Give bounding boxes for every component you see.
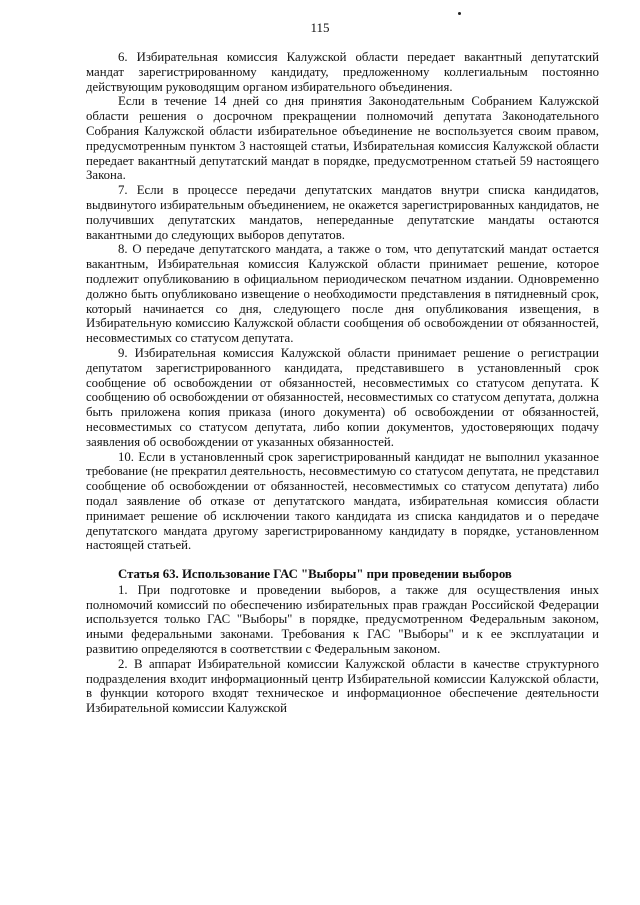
scan-dot-mark [458,12,461,15]
document-body [86,50,599,716]
paragraph-6: 6. Избирательная комиссия Калужской области передает вакантный депутатский мандат зарегистрированному кандидату, предложенному коллегиальным постоянно действующим руководящим органом избирательного объединения. [86,50,599,94]
paragraph-8: 8. О передаче депутатского мандата, а также о том, что депутатский мандат остается вакантным, Избирательная комиссия Калужской области принимает решение, которое подлежит опубликованию в официальном периодическом печатном издании. Одновременно должно быть опубликовано извещение о необходимости представления в пятидневный срок, который начинается со дня, следующего после дня опубликования извещения, в Избирательную комиссию Калужской области сообщения об освобождении от обязанностей, несовместимых со статусом депутата. [86,242,599,346]
page-number: 115 [310,20,330,35]
article-63-paragraph-1: 1. При подготовке и проведении выборов, а также для осуществления иных полномочий комиссий по обеспечению избирательных прав граждан Российской Федерации используется только ГАС "Выборы" в порядке, предусмотренном Федеральным законом, иными федеральными законами. Требования к ГАС "Выборы" и к ее эксплуатации и развитию определяются в соответствии с Федеральным законом. [86,582,599,657]
article-63-paragraph-2: 2. В аппарат Избирательной комиссии Калужской области в качестве структурного подразделения входит информационный центр Избирательной комиссии Калужской области, в функции которого входят техническое и информационное обеспечение деятельности Избирательной комиссии Калужской [86,656,599,716]
paragraph-7: 7. Если в процессе передачи депутатских мандатов внутри списка кандидатов, выдвинутого избирательным объединением, не окажется зарегистрированных кандидатов, не получивших депутатских мандатов, непереданные депутатские мандаты остаются вакантными до следующих выборов депутатов. [86,183,599,242]
paragraph-9: 9. Избирательная комиссия Калужской области принимает решение о регистрации депутатом зарегистрированного кандидата, представившего в установленный срок сообщение об освобождении от обязанностей, несовместимых со статусом депутата. К сообщению об освобождении от обязанностей, несовместимых со статусом депутата, должна быть приложена копия приказа (иного документа) об освобождении от обязанностей, несовместимых со статусом депутата, либо копии документов, удостоверяющих подачу заявления об освобождении от указанных обязанностей. [86,345,599,449]
article-63-title: Статья 63. Использование ГАС "Выборы" при проведении выборов [118,567,512,582]
paragraph-6-continued: Если в течение 14 дней со дня принятия Законодательным Собранием Калужской области решения о досрочном прекращении полномочий депутата Законодательного Собрания Калужской области избирательное объединение не воспользуется своим правом, предусмотренным пунктом 3 настоящей статьи, Избирательная комиссия Калужской области передает вакантный депутатский мандат в порядке, предусмотренном статьей 59 настоящего Закона. [86,94,599,183]
paragraph-10: 10. Если в установленный срок зарегистрированный кандидат не выполнил указанное требование (не прекратил деятельность, несовместимую со статусом депутата, не представил сообщение об освобождении от обязанностей, несовместимых со статусом депутата) либо подал заявление об отказе от депутатского мандата, избирательная комиссия области принимает решение об исключении такого кандидата из списка кандидатов и о передаче депутатского мандата другому зарегистрированному кандидату в порядке, установленном настоящей статьей. [86,449,599,553]
